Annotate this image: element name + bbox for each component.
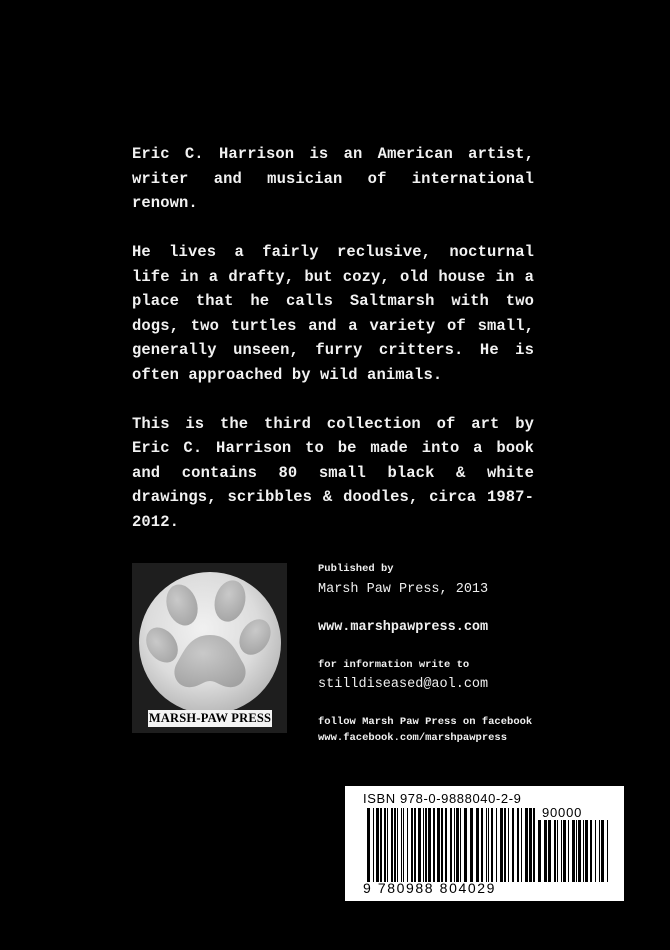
bio-paragraph-2: He lives a fairly reclusive, nocturnal life in a drafty, but cozy, old house in a place that he calls Saltmarsh with two dogs, two turtles and a variety of small, generally unseen, furry critters. He is often approached by wild animals. xyxy=(132,243,534,384)
logo-label: MARSH-PAW PRESS xyxy=(148,711,272,725)
facebook-url-link[interactable]: www.facebook.com/marshpawpress xyxy=(318,732,508,744)
back-cover-bio xyxy=(132,142,534,559)
paw-print-icon xyxy=(132,563,287,733)
published-by-label: Published by xyxy=(318,563,394,575)
publisher-name: Marsh Paw Press, 2013 xyxy=(318,582,489,597)
publisher-info xyxy=(318,562,578,745)
bio-paragraph-1: Eric C. Harrison is an American artist, writer and musician of international renown. xyxy=(132,145,534,212)
facebook-label: follow Marsh Paw Press on facebook xyxy=(318,716,533,728)
publisher-logo xyxy=(132,563,287,733)
isbn-barcode xyxy=(345,786,624,901)
ean-number: 9 780988 804029 xyxy=(363,880,496,896)
publisher-website-link[interactable]: www.marshpawpress.com xyxy=(318,620,489,635)
ean-barcode-bars xyxy=(367,808,535,882)
isbn-number: ISBN 978-0-9888040-2-9 xyxy=(363,791,522,806)
price-addon-barcode-bars xyxy=(538,820,608,882)
contact-email-link[interactable]: stilldiseased@aol.com xyxy=(318,677,489,692)
info-label: for information write to xyxy=(318,659,470,671)
price-code: 90000 xyxy=(542,805,583,820)
bio-paragraph-3: This is the third collection of art by Eric C. Harrison to be made into a book and contains 80 small black & white drawings, scribbles & doodles, circa 1987-2012. xyxy=(132,414,534,531)
